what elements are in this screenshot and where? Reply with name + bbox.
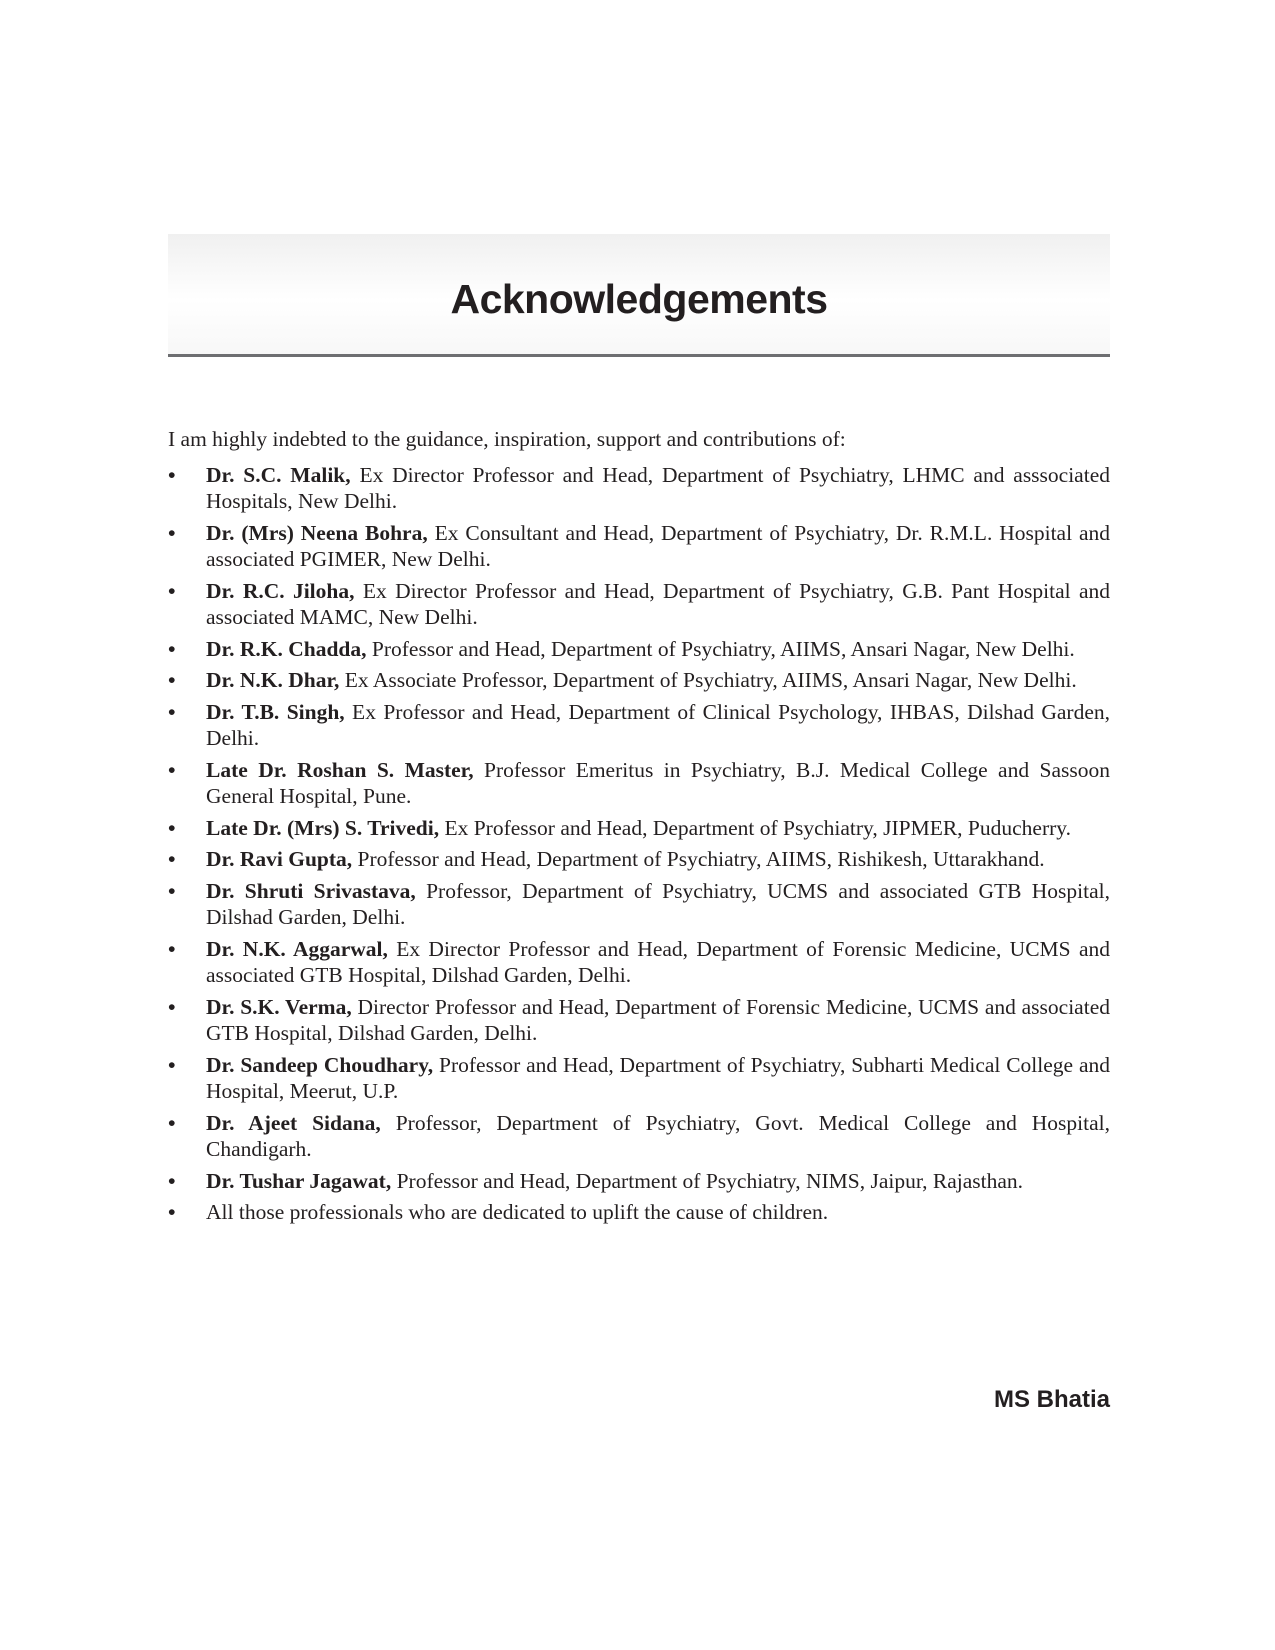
- list-item: [168, 636, 1110, 663]
- list-item: [168, 1168, 1110, 1195]
- bullet-icon: •: [168, 1110, 176, 1135]
- person-details: Professor and Head, Department of Psychiatry, AIIMS, Rishikesh, Uttarakhand.: [352, 847, 1045, 871]
- person-name: Dr. R.C. Jiloha,: [206, 578, 355, 603]
- bullet-icon: •: [168, 578, 176, 603]
- acknowledgements-body: [168, 426, 1110, 1231]
- bullet-icon: •: [168, 668, 176, 692]
- person-name: Dr. S.C. Malik,: [206, 462, 351, 487]
- person-details: Ex Director Professor and Head, Department of Psychiatry, G.B. Pant Hospital and associated MAMC, New Delhi.: [206, 578, 1110, 629]
- person-name: Dr. S.K. Verma,: [206, 994, 352, 1019]
- bullet-icon: •: [168, 936, 176, 961]
- person-details: Ex Director Professor and Head, Department of Psychiatry, LHMC and asssociated Hospitals, New Delhi.: [206, 462, 1110, 513]
- bullet-icon: •: [168, 520, 176, 545]
- list-item: [168, 1199, 1110, 1226]
- list-item: [168, 757, 1110, 810]
- page-title: Acknowledgements: [450, 276, 828, 322]
- person-name: Dr. Tushar Jagawat,: [206, 1168, 392, 1193]
- person-details: All those professionals who are dedicated to uplift the cause of children.: [206, 1200, 829, 1224]
- person-details: Ex Associate Professor, Department of Psychiatry, AIIMS, Ansari Nagar, New Delhi.: [339, 668, 1077, 692]
- person-details: Professor, Department of Psychiatry, UCMS and associated GTB Hospital, Dilshad Garden, Delhi.: [206, 878, 1110, 929]
- bullet-icon: •: [168, 878, 176, 903]
- person-details: Ex Professor and Head, Department of Clinical Psychology, IHBAS, Dilshad Garden, Delhi.: [206, 699, 1111, 750]
- list-item: [168, 1052, 1110, 1105]
- bullet-icon: •: [168, 815, 176, 840]
- person-name: Dr. N.K. Dhar,: [206, 668, 340, 692]
- list-item: [168, 815, 1110, 842]
- person-name: Dr. Ravi Gupta,: [206, 847, 353, 871]
- title-band: [168, 234, 1110, 357]
- person-details: Professor, Department of Psychiatry, Govt. Medical College and Hospital, Chandigarh.: [206, 1110, 1110, 1161]
- person-details: Professor and Head, Department of Psychiatry, AIIMS, Ansari Nagar, New Delhi.: [366, 636, 1075, 661]
- person-name: Late Dr. Roshan S. Master,: [206, 757, 474, 782]
- list-item: [168, 462, 1110, 515]
- list-item: [168, 846, 1110, 873]
- bullet-icon: •: [168, 1168, 176, 1193]
- bullet-icon: •: [168, 847, 176, 871]
- bullet-icon: •: [168, 462, 176, 487]
- person-name: Dr. Ajeet Sidana,: [206, 1110, 381, 1135]
- person-name: Dr. Shruti Srivastava,: [206, 878, 416, 903]
- person-name: Late Dr. (Mrs) S. Trivedi,: [206, 815, 440, 840]
- list-item: [168, 667, 1110, 694]
- person-details: Ex Professor and Head, Department of Psychiatry, JIPMER, Puducherry.: [439, 815, 1072, 840]
- bullet-icon: •: [168, 699, 176, 724]
- list-item: [168, 1110, 1110, 1163]
- person-details: Director Professor and Head, Department of Forensic Medicine, UCMS and associated GTB Hospital, Dilshad Garden, Delhi.: [206, 994, 1110, 1045]
- author-signature: MS Bhatia: [993, 1386, 1110, 1413]
- bullet-icon: •: [168, 994, 176, 1019]
- person-details: Professor and Head, Department of Psychiatry, Subharti Medical College and Hospital, Meerut, U.P.: [206, 1052, 1110, 1103]
- list-item: [168, 699, 1110, 752]
- person-name: Dr. N.K. Aggarwal,: [206, 936, 388, 961]
- person-details: Professor Emeritus in Psychiatry, B.J. Medical College and Sassoon General Hospital, Pune.: [206, 757, 1110, 808]
- bullet-icon: •: [168, 757, 176, 782]
- bullet-icon: •: [168, 1200, 176, 1224]
- bullet-icon: •: [168, 636, 176, 661]
- person-name: Dr. R.K. Chadda,: [206, 636, 367, 661]
- person-name: Dr. (Mrs) Neena Bohra,: [206, 520, 428, 545]
- list-item: [168, 936, 1110, 989]
- person-name: Dr. Sandeep Choudhary,: [206, 1052, 434, 1077]
- person-details: Ex Director Professor and Head, Department of Forensic Medicine, UCMS and associated GTB Hospital, Dilshad Garden, Delhi.: [206, 936, 1110, 987]
- list-item: [168, 520, 1110, 573]
- acknowledgements-list: [168, 462, 1110, 1226]
- person-details: Ex Consultant and Head, Department of Psychiatry, Dr. R.M.L. Hospital and associated PGIMER, New Delhi.: [206, 520, 1111, 571]
- bullet-icon: •: [168, 1052, 176, 1077]
- list-item: [168, 578, 1110, 631]
- intro-paragraph: I am highly indebted to the guidance, inspiration, support and contributions of:: [168, 427, 846, 451]
- list-item: [168, 878, 1110, 931]
- person-details: Professor and Head, Department of Psychiatry, NIMS, Jaipur, Rajasthan.: [391, 1168, 1024, 1193]
- list-item: [168, 994, 1110, 1047]
- person-name: Dr. T.B. Singh,: [206, 699, 345, 724]
